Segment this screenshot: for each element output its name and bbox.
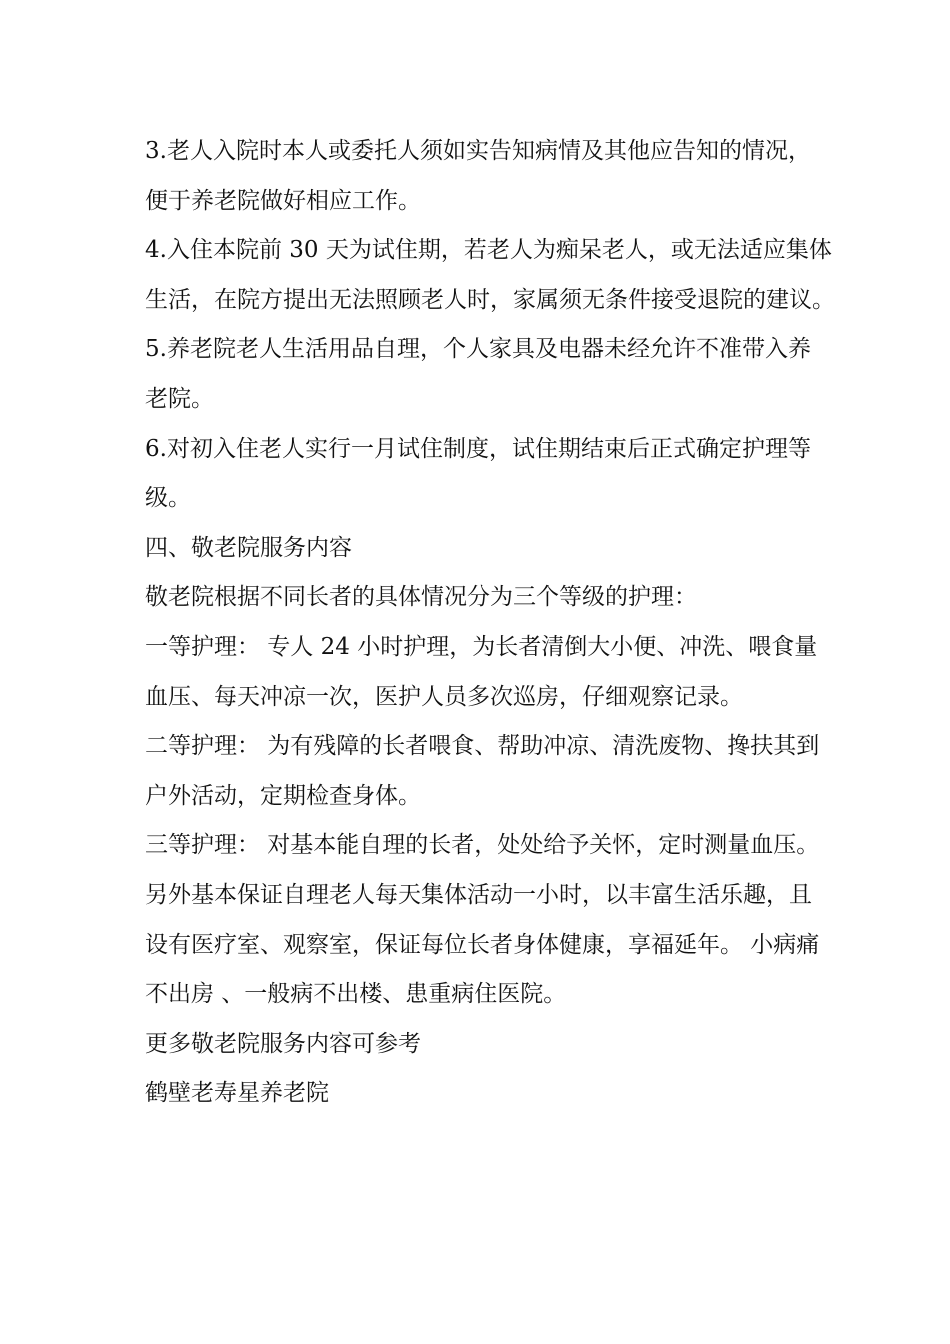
section-heading: 四、敬老院服务内容 — [145, 534, 352, 561]
additional-info-line-3: 不出房 、一般病不出楼、患重病住医院。 — [145, 981, 567, 1008]
paragraph-4-line-2: 生活，在院方提出无法照顾老人时，家属须无条件接受退院的建议。 — [145, 286, 835, 313]
paragraph-6-line-1: 6.对初入住老人实行一月试住制度，试住期结束后正式确定护理等 — [145, 435, 811, 462]
care-level-2-line-1: 二等护理： 为有残障的长者喂食、帮助冲凉、清洗废物、搀扶其到 — [145, 733, 820, 760]
care-level-2-line-2: 户外活动，定期检查身体。 — [145, 782, 421, 809]
reference-name: 鹤壁老寿星养老院 — [145, 1080, 329, 1107]
document-body — [145, 127, 835, 1119]
paragraph-4-line-1: 4.入住本院前 30 天为试住期，若老人为痴呆老人，或无法适应集体 — [145, 237, 832, 264]
additional-info-line-2: 设有医疗室、观察室，保证每位长者身体健康，享福延年。 小病痛 — [145, 931, 820, 958]
additional-info-line-1: 另外基本保证自理老人每天集体活动一小时，以丰富生活乐趣，且 — [145, 881, 812, 908]
paragraph-6-line-2: 级。 — [145, 485, 191, 512]
care-level-1-line-1: 一等护理： 专人 24 小时护理，为长者清倒大小便、冲洗、喂食量 — [145, 633, 818, 660]
paragraph-3-line-1: 3.老人入院时本人或委托人须如实告知病情及其他应告知的情况， — [145, 138, 811, 164]
paragraph-5-line-2: 老院。 — [145, 385, 214, 412]
care-level-3: 三等护理： 对基本能自理的长者，处处给予关怀，定时测量血压。 — [145, 832, 820, 859]
reference-note: 更多敬老院服务内容可参考 — [145, 1030, 421, 1057]
paragraph-5-line-1: 5.养老院老人生活用品自理，个人家具及电器未经允许不准带入养 — [145, 336, 811, 363]
paragraph-3-line-2: 便于养老院做好相应工作。 — [145, 187, 421, 214]
service-intro: 敬老院根据不同长者的具体情况分为三个等级的护理： — [145, 584, 697, 611]
care-level-1-line-2: 血压、每天冲凉一次，医护人员多次巡房，仔细观察记录。 — [145, 683, 743, 710]
